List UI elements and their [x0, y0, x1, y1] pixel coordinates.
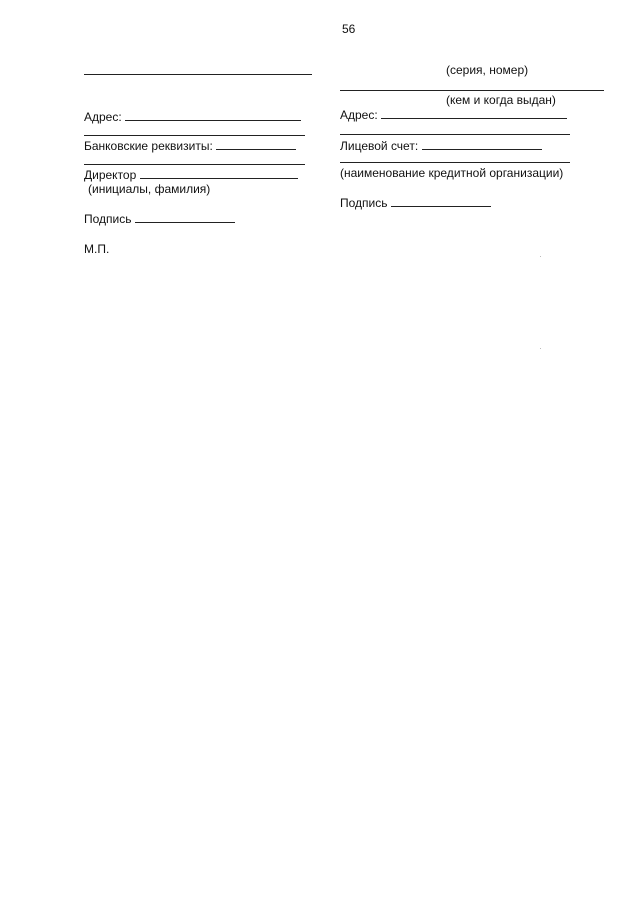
right-signature-label: Подпись [340, 196, 388, 210]
left-bank-line [216, 139, 296, 150]
left-signature-row [84, 212, 235, 226]
right-signature-row [340, 196, 491, 210]
right-passport-series-note: (серия, номер) [446, 63, 529, 77]
right-passport-line [340, 90, 604, 91]
left-director-line [140, 168, 298, 179]
right-address-row [340, 108, 567, 122]
right-address-line-2 [340, 134, 570, 135]
left-address-line [125, 110, 301, 121]
right-account-label: Лицевой счет: [340, 139, 419, 153]
left-address-line-2 [84, 135, 305, 136]
right-address-label: Адрес: [340, 108, 378, 122]
left-bank-label: Банковские реквизиты: [84, 139, 213, 153]
left-stamp-label: М.П. [84, 242, 110, 256]
right-signature-line [391, 196, 491, 207]
right-account-row [340, 139, 542, 153]
page-number: 56 [342, 22, 356, 36]
right-bank-name-note: (наименование кредитной организации) [340, 166, 564, 180]
left-director-note: (инициалы, фамилия) [88, 182, 211, 196]
right-address-line [381, 108, 567, 119]
left-address-row [84, 110, 301, 124]
left-bank-row [84, 139, 296, 153]
left-signature-line [135, 212, 235, 223]
right-passport-issued-note: (кем и когда выдан) [446, 93, 556, 107]
scan-speck [540, 256, 541, 257]
left-director-label: Директор [84, 168, 137, 182]
left-address-label: Адрес: [84, 110, 122, 124]
left-signature-label: Подпись [84, 212, 132, 226]
left-director-row [84, 168, 298, 182]
right-bank-line [340, 162, 570, 163]
right-account-line [422, 139, 542, 150]
left-bank-line-2 [84, 164, 305, 165]
scan-speck [540, 348, 541, 349]
left-name-line [84, 74, 312, 75]
